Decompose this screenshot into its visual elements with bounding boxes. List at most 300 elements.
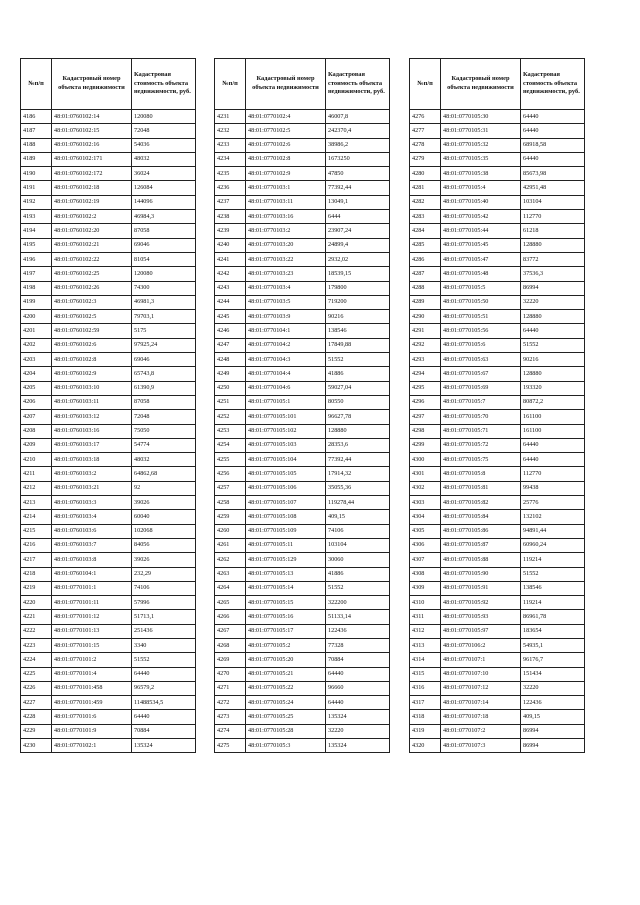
table-row xyxy=(410,453,585,467)
row-number: 4249 xyxy=(215,367,246,381)
cadastral-number: 48:01:0770102:4 xyxy=(246,110,326,124)
table-row xyxy=(410,624,585,638)
table-row xyxy=(21,596,196,610)
row-number: 4226 xyxy=(21,681,52,695)
row-number: 4197 xyxy=(21,267,52,281)
cadastral-number: 48:01:0760104:1 xyxy=(52,567,132,581)
table-row xyxy=(215,710,390,724)
row-number: 4196 xyxy=(21,252,52,266)
header-cadastral-number: Кадастровый номер объекта недвижимости xyxy=(441,59,521,110)
table-row xyxy=(410,138,585,152)
cadastral-value: 144096 xyxy=(132,195,196,209)
table-row xyxy=(410,281,585,295)
cadastral-number: 48:01:0770104:2 xyxy=(246,338,326,352)
cadastral-value: 13049,1 xyxy=(326,195,390,209)
row-number: 4240 xyxy=(215,238,246,252)
cadastral-number: 48:01:0770105:92 xyxy=(441,596,521,610)
table-row xyxy=(410,696,585,710)
cadastral-number: 48:01:0770105:63 xyxy=(441,353,521,367)
cadastral-value: 35055,36 xyxy=(326,481,390,495)
table-row xyxy=(21,739,196,753)
table-row xyxy=(215,667,390,681)
row-number: 4247 xyxy=(215,338,246,352)
row-number: 4198 xyxy=(21,281,52,295)
cadastral-value: 60040 xyxy=(132,510,196,524)
row-number: 4265 xyxy=(215,596,246,610)
cadastral-number: 48:01:0770105:3 xyxy=(246,739,326,753)
header-cadastral-value: Кадастровая стоимость объекта недвижимости, руб. xyxy=(521,59,585,110)
row-number: 4232 xyxy=(215,124,246,138)
table-row xyxy=(21,610,196,624)
cadastral-value: 3340 xyxy=(132,638,196,652)
row-number: 4290 xyxy=(410,310,441,324)
cadastral-value: 51713,1 xyxy=(132,610,196,624)
row-number: 4225 xyxy=(21,667,52,681)
row-number: 4256 xyxy=(215,467,246,481)
cadastral-number: 48:01:0770105:88 xyxy=(441,553,521,567)
cadastral-value: 5175 xyxy=(132,324,196,338)
row-number: 4300 xyxy=(410,453,441,467)
row-number: 4213 xyxy=(21,496,52,510)
cadastral-number: 48:01:0770101:459 xyxy=(52,696,132,710)
row-number: 4234 xyxy=(215,152,246,166)
cadastral-number: 48:01:0770105:47 xyxy=(441,252,521,266)
table-row xyxy=(215,596,390,610)
table-row xyxy=(215,110,390,124)
cadastral-value: 77328 xyxy=(326,638,390,652)
cadastral-number: 48:01:0760102:3 xyxy=(52,295,132,309)
row-number: 4250 xyxy=(215,381,246,395)
cadastral-number: 48:01:0770105:81 xyxy=(441,481,521,495)
cadastral-number: 48:01:0760103:12 xyxy=(52,410,132,424)
cadastral-number: 48:01:0770107:18 xyxy=(441,710,521,724)
row-number: 4219 xyxy=(21,581,52,595)
cadastral-value: 135324 xyxy=(326,739,390,753)
table-row xyxy=(410,481,585,495)
header-number-column: №п/п xyxy=(21,59,52,110)
cadastral-number: 48:01:0770105:107 xyxy=(246,496,326,510)
cadastral-value: 183654 xyxy=(521,624,585,638)
cadastral-number: 48:01:0770107:3 xyxy=(441,739,521,753)
cadastral-number: 48:01:0760103:7 xyxy=(52,538,132,552)
cadastral-value: 61390,9 xyxy=(132,381,196,395)
table-row xyxy=(21,338,196,352)
cadastral-table-3 xyxy=(409,58,585,753)
table-row xyxy=(215,610,390,624)
row-number: 4294 xyxy=(410,367,441,381)
row-number: 4236 xyxy=(215,181,246,195)
cadastral-number: 48:01:0770101:11 xyxy=(52,596,132,610)
cadastral-value: 193320 xyxy=(521,381,585,395)
row-number: 4252 xyxy=(215,410,246,424)
row-number: 4273 xyxy=(215,710,246,724)
cadastral-number: 48:01:0770105:42 xyxy=(441,210,521,224)
cadastral-value: 151434 xyxy=(521,667,585,681)
table-row xyxy=(21,681,196,695)
table-row xyxy=(21,624,196,638)
table-row xyxy=(215,538,390,552)
row-number: 4308 xyxy=(410,567,441,581)
cadastral-number: 48:01:0770107:1 xyxy=(441,653,521,667)
row-number: 4288 xyxy=(410,281,441,295)
cadastral-number: 48:01:0770105:17 xyxy=(246,624,326,638)
cadastral-value: 99438 xyxy=(521,481,585,495)
cadastral-value: 54935,1 xyxy=(521,638,585,652)
table-row xyxy=(21,567,196,581)
cadastral-value: 92 xyxy=(132,481,196,495)
cadastral-number: 48:01:0770101:12 xyxy=(52,610,132,624)
cadastral-value: 79703,1 xyxy=(132,310,196,324)
cadastral-value: 409,15 xyxy=(521,710,585,724)
cadastral-value: 70884 xyxy=(132,724,196,738)
table-row xyxy=(215,267,390,281)
cadastral-value: 74106 xyxy=(326,524,390,538)
cadastral-number: 48:01:0770103:9 xyxy=(246,310,326,324)
cadastral-number: 48:01:0770101:1 xyxy=(52,581,132,595)
cadastral-value: 64440 xyxy=(521,152,585,166)
row-number: 4312 xyxy=(410,624,441,638)
cadastral-number: 48:01:0760102:8 xyxy=(52,353,132,367)
cadastral-number: 48:01:0760102:20 xyxy=(52,224,132,238)
cadastral-number: 48:01:0770105:67 xyxy=(441,367,521,381)
cadastral-value: 138546 xyxy=(521,581,585,595)
cadastral-number: 48:01:0760103:8 xyxy=(52,553,132,567)
cadastral-number: 48:01:0770107:2 xyxy=(441,724,521,738)
table-row xyxy=(410,381,585,395)
table-row xyxy=(21,724,196,738)
cadastral-value: 48032 xyxy=(132,453,196,467)
cadastral-number: 48:01:0770105:14 xyxy=(246,581,326,595)
cadastral-value: 64440 xyxy=(521,124,585,138)
cadastral-number: 48:01:0770105:4 xyxy=(441,181,521,195)
cadastral-value: 122436 xyxy=(521,696,585,710)
cadastral-value: 39026 xyxy=(132,496,196,510)
cadastral-number: 48:01:0770105:91 xyxy=(441,581,521,595)
table-row xyxy=(215,367,390,381)
table-row xyxy=(410,410,585,424)
row-number: 4277 xyxy=(410,124,441,138)
cadastral-value: 85673,98 xyxy=(521,167,585,181)
table-row xyxy=(410,610,585,624)
cadastral-value: 6444 xyxy=(326,210,390,224)
table-row xyxy=(410,267,585,281)
row-number: 4215 xyxy=(21,524,52,538)
cadastral-value: 59027,04 xyxy=(326,381,390,395)
cadastral-value: 72048 xyxy=(132,410,196,424)
cadastral-value: 51552 xyxy=(521,567,585,581)
cadastral-value: 51552 xyxy=(326,353,390,367)
row-number: 4222 xyxy=(21,624,52,638)
row-number: 4299 xyxy=(410,438,441,452)
table-row xyxy=(215,338,390,352)
header-row xyxy=(215,59,390,110)
row-number: 4239 xyxy=(215,224,246,238)
row-number: 4278 xyxy=(410,138,441,152)
cadastral-number: 48:01:0770105:75 xyxy=(441,453,521,467)
table-row xyxy=(410,710,585,724)
cadastral-value: 51552 xyxy=(326,581,390,595)
table-row xyxy=(21,481,196,495)
table-row xyxy=(215,653,390,667)
row-number: 4291 xyxy=(410,324,441,338)
table-row xyxy=(410,353,585,367)
cadastral-number: 48:01:0770105:32 xyxy=(441,138,521,152)
row-number: 4295 xyxy=(410,381,441,395)
row-number: 4229 xyxy=(21,724,52,738)
table-row xyxy=(215,210,390,224)
cadastral-value: 74300 xyxy=(132,281,196,295)
cadastral-value: 54774 xyxy=(132,438,196,452)
row-number: 4200 xyxy=(21,310,52,324)
row-number: 4202 xyxy=(21,338,52,352)
table-row xyxy=(21,124,196,138)
cadastral-number: 48:01:0770105:71 xyxy=(441,424,521,438)
row-number: 4298 xyxy=(410,424,441,438)
cadastral-number: 48:01:0770102:6 xyxy=(246,138,326,152)
cadastral-value: 161100 xyxy=(521,424,585,438)
cadastral-number: 48:01:0770101:9 xyxy=(52,724,132,738)
cadastral-number: 48:01:0770104:4 xyxy=(246,367,326,381)
cadastral-number: 48:01:0770105:21 xyxy=(246,667,326,681)
table-row xyxy=(215,124,390,138)
table-row xyxy=(21,553,196,567)
row-number: 4217 xyxy=(21,553,52,567)
table-row xyxy=(21,353,196,367)
table-row xyxy=(21,195,196,209)
header-cadastral-number: Кадастровый номер объекта недвижимости xyxy=(246,59,326,110)
table-row xyxy=(215,467,390,481)
row-number: 4279 xyxy=(410,152,441,166)
cadastral-number: 48:01:0770105:35 xyxy=(441,152,521,166)
cadastral-number: 48:01:0770105:13 xyxy=(246,567,326,581)
cadastral-value: 51133,14 xyxy=(326,610,390,624)
cadastral-value: 132102 xyxy=(521,510,585,524)
cadastral-value: 30060 xyxy=(326,553,390,567)
cadastral-value: 28353,6 xyxy=(326,438,390,452)
row-number: 4270 xyxy=(215,667,246,681)
table-row xyxy=(215,553,390,567)
table-row xyxy=(410,195,585,209)
table-row xyxy=(215,381,390,395)
cadastral-value: 74106 xyxy=(132,581,196,595)
cadastral-value: 90216 xyxy=(326,310,390,324)
row-number: 4264 xyxy=(215,581,246,595)
cadastral-number: 48:01:0770105:24 xyxy=(246,696,326,710)
row-number: 4302 xyxy=(410,481,441,495)
table-row xyxy=(21,538,196,552)
cadastral-number: 48:01:0770104:3 xyxy=(246,353,326,367)
row-number: 4269 xyxy=(215,653,246,667)
cadastral-value: 128880 xyxy=(521,238,585,252)
row-number: 4254 xyxy=(215,438,246,452)
row-number: 4267 xyxy=(215,624,246,638)
table-row xyxy=(21,410,196,424)
cadastral-value: 46007,8 xyxy=(326,110,390,124)
cadastral-value: 32220 xyxy=(521,295,585,309)
row-number: 4262 xyxy=(215,553,246,567)
table-row xyxy=(410,538,585,552)
cadastral-value: 17914,32 xyxy=(326,467,390,481)
row-number: 4193 xyxy=(21,210,52,224)
table-row xyxy=(21,496,196,510)
row-number: 4274 xyxy=(215,724,246,738)
cadastral-table-2 xyxy=(214,58,390,753)
cadastral-value: 77392,44 xyxy=(326,453,390,467)
cadastral-value: 103104 xyxy=(521,195,585,209)
table-row xyxy=(215,567,390,581)
table-row xyxy=(410,724,585,738)
cadastral-value: 57996 xyxy=(132,596,196,610)
row-number: 4191 xyxy=(21,181,52,195)
cadastral-number: 48:01:0760103:10 xyxy=(52,381,132,395)
table-row xyxy=(21,110,196,124)
table-row xyxy=(21,710,196,724)
cadastral-number: 48:01:0770105:69 xyxy=(441,381,521,395)
table-row xyxy=(410,324,585,338)
cadastral-number: 48:01:0760103:17 xyxy=(52,438,132,452)
table-row xyxy=(215,195,390,209)
cadastral-value: 65743,8 xyxy=(132,367,196,381)
table-row xyxy=(215,167,390,181)
table-row xyxy=(215,424,390,438)
row-number: 4309 xyxy=(410,581,441,595)
cadastral-value: 97925,24 xyxy=(132,338,196,352)
row-number: 4195 xyxy=(21,238,52,252)
row-number: 4286 xyxy=(410,252,441,266)
cadastral-number: 48:01:0770105:7 xyxy=(441,395,521,409)
cadastral-number: 48:01:0770102:5 xyxy=(246,124,326,138)
cadastral-value: 135324 xyxy=(132,739,196,753)
row-number: 4199 xyxy=(21,295,52,309)
table-row xyxy=(215,581,390,595)
table-row xyxy=(21,667,196,681)
row-number: 4282 xyxy=(410,195,441,209)
table-row xyxy=(215,252,390,266)
table-row xyxy=(410,496,585,510)
cadastral-value: 64440 xyxy=(132,667,196,681)
cadastral-number: 48:01:0770101:2 xyxy=(52,653,132,667)
row-number: 4224 xyxy=(21,653,52,667)
row-number: 4297 xyxy=(410,410,441,424)
cadastral-number: 48:01:0770101:13 xyxy=(52,624,132,638)
row-number: 4287 xyxy=(410,267,441,281)
cadastral-value: 32220 xyxy=(326,724,390,738)
cadastral-number: 48:01:0770101:15 xyxy=(52,638,132,652)
row-number: 4318 xyxy=(410,710,441,724)
table-row xyxy=(410,653,585,667)
table-row xyxy=(410,510,585,524)
row-number: 4301 xyxy=(410,467,441,481)
table-row xyxy=(215,496,390,510)
row-number: 4281 xyxy=(410,181,441,195)
cadastral-value: 232,29 xyxy=(132,567,196,581)
cadastral-value: 51552 xyxy=(132,653,196,667)
cadastral-number: 48:01:0760102:171 xyxy=(52,152,132,166)
table-row xyxy=(21,510,196,524)
row-number: 4244 xyxy=(215,295,246,309)
cadastral-number: 48:01:0770105:28 xyxy=(246,724,326,738)
table-row xyxy=(21,224,196,238)
row-number: 4231 xyxy=(215,110,246,124)
cadastral-value: 128880 xyxy=(326,424,390,438)
header-number-column: №п/п xyxy=(215,59,246,110)
cadastral-number: 48:01:0770105:104 xyxy=(246,453,326,467)
cadastral-value: 112770 xyxy=(521,210,585,224)
cadastral-number: 48:01:0770107:12 xyxy=(441,681,521,695)
table-row xyxy=(410,210,585,224)
table-row xyxy=(215,224,390,238)
row-number: 4317 xyxy=(410,696,441,710)
cadastral-number: 48:01:0770105:31 xyxy=(441,124,521,138)
table-row xyxy=(21,310,196,324)
row-number: 4245 xyxy=(215,310,246,324)
row-number: 4315 xyxy=(410,667,441,681)
cadastral-value: 96579,2 xyxy=(132,681,196,695)
table-row xyxy=(215,724,390,738)
table-row xyxy=(21,653,196,667)
cadastral-value: 86961,78 xyxy=(521,610,585,624)
table-row xyxy=(410,181,585,195)
cadastral-number: 48:01:0770105:1 xyxy=(246,395,326,409)
row-number: 4194 xyxy=(21,224,52,238)
row-number: 4316 xyxy=(410,681,441,695)
cadastral-value: 138546 xyxy=(326,324,390,338)
row-number: 4307 xyxy=(410,553,441,567)
row-number: 4289 xyxy=(410,295,441,309)
row-number: 4310 xyxy=(410,596,441,610)
cadastral-number: 48:01:0770103:4 xyxy=(246,281,326,295)
table-row xyxy=(21,238,196,252)
cadastral-number: 48:01:0770103:22 xyxy=(246,252,326,266)
cadastral-value: 61218 xyxy=(521,224,585,238)
row-number: 4201 xyxy=(21,324,52,338)
cadastral-number: 48:01:0770105:51 xyxy=(441,310,521,324)
cadastral-number: 48:01:0760102:59 xyxy=(52,324,132,338)
table-row xyxy=(410,681,585,695)
row-number: 4285 xyxy=(410,238,441,252)
cadastral-value: 64862,68 xyxy=(132,467,196,481)
table-row xyxy=(215,353,390,367)
row-number: 4223 xyxy=(21,638,52,652)
cadastral-value: 94891,44 xyxy=(521,524,585,538)
cadastral-value: 24899,4 xyxy=(326,238,390,252)
table-row xyxy=(215,238,390,252)
cadastral-number: 48:01:0770105:72 xyxy=(441,438,521,452)
cadastral-number: 48:01:0770105:30 xyxy=(441,110,521,124)
cadastral-value: 70884 xyxy=(326,653,390,667)
cadastral-value: 64440 xyxy=(326,667,390,681)
table-row xyxy=(21,696,196,710)
cadastral-number: 48:01:0770103:23 xyxy=(246,267,326,281)
cadastral-number: 48:01:0770101:6 xyxy=(52,710,132,724)
row-number: 4220 xyxy=(21,596,52,610)
table-row xyxy=(410,581,585,595)
cadastral-number: 48:01:0770106:2 xyxy=(441,638,521,652)
cadastral-value: 80872,2 xyxy=(521,395,585,409)
cadastral-value: 68918,58 xyxy=(521,138,585,152)
row-number: 4293 xyxy=(410,353,441,367)
table-row xyxy=(410,152,585,166)
row-number: 4235 xyxy=(215,167,246,181)
cadastral-value: 119214 xyxy=(521,553,585,567)
cadastral-number: 48:01:0760102:16 xyxy=(52,138,132,152)
row-number: 4271 xyxy=(215,681,246,695)
table-row xyxy=(21,252,196,266)
table-row xyxy=(410,252,585,266)
cadastral-value: 36024 xyxy=(132,167,196,181)
cadastral-value: 409,15 xyxy=(326,510,390,524)
cadastral-value: 322200 xyxy=(326,596,390,610)
